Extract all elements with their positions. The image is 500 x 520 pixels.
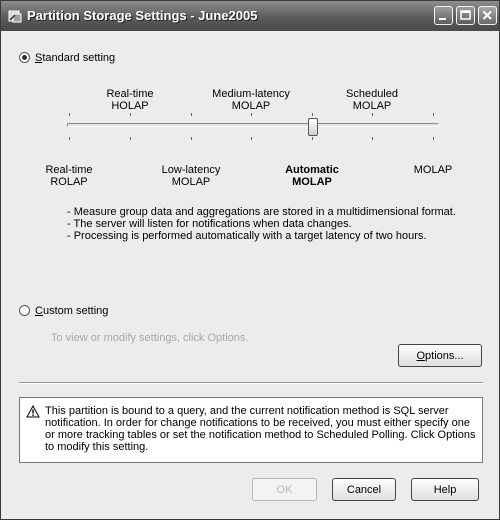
- slider-tick: [130, 113, 131, 116]
- slider-track[interactable]: [67, 123, 439, 127]
- slider-tick: [312, 137, 313, 140]
- slider-label-low-latency-molap: Low-latency MOLAP: [161, 164, 221, 188]
- maximize-button[interactable]: [456, 6, 475, 25]
- minimize-icon: [437, 9, 450, 22]
- notification-warning-box: [19, 397, 483, 463]
- slider-tick: [69, 137, 70, 140]
- standard-setting-radio[interactable]: [19, 52, 30, 63]
- radio-selected-dot: [22, 55, 27, 60]
- ok-button[interactable]: OK: [252, 478, 317, 501]
- close-button[interactable]: [478, 6, 497, 25]
- slider-tick: [130, 137, 131, 140]
- slider-label-scheduled-molap: Scheduled MOLAP: [346, 88, 398, 112]
- slider-tick: [191, 113, 192, 116]
- setting-description: [67, 206, 456, 242]
- help-button[interactable]: Help: [411, 478, 479, 501]
- slider-tick: [312, 113, 313, 116]
- slider-label-realtime-rolap: Real-time ROLAP: [45, 164, 93, 188]
- slider-tick: [69, 113, 70, 116]
- slider-thumb[interactable]: [308, 118, 318, 136]
- warning-icon: [26, 405, 40, 421]
- custom-setting-hint: To view or modify settings, click Options.: [51, 332, 249, 344]
- slider-tick: [433, 137, 434, 140]
- slider-tick: [251, 137, 252, 140]
- slider-tick: [372, 137, 373, 140]
- slider-tick: [433, 113, 434, 116]
- notification-warning-text: This partition is bound to a query, and the current notification method is SQL server notification. In order for change notifications to be received, you must either specify one or more tracking tables or set the notification method to Scheduled Polling. Click Options to modify this setting.: [45, 405, 476, 453]
- description-line: - The server will listen for notifications when data changes.: [67, 218, 352, 230]
- maximize-icon: [459, 9, 472, 22]
- custom-setting-label[interactable]: Custom setting: [35, 305, 109, 317]
- title-bar[interactable]: [1, 1, 499, 31]
- standard-setting-label[interactable]: Standard setting: [35, 52, 116, 64]
- slider-label-medium-latency-molap: Medium-latency MOLAP: [212, 88, 290, 112]
- options-button[interactable]: Options...: [398, 344, 482, 367]
- slider-tick: [191, 137, 192, 140]
- slider-label-automatic-molap: Automatic MOLAP: [285, 164, 339, 188]
- description-line: - Measure group data and aggregations are stored in a multidimensional format.: [67, 206, 456, 218]
- close-icon: [481, 9, 494, 22]
- slider-label-molap: MOLAP: [413, 164, 453, 176]
- description-line: - Processing is performed automatically with a target latency of two hours.: [67, 230, 427, 242]
- separator: [19, 382, 483, 384]
- custom-setting-radio[interactable]: [19, 305, 30, 316]
- window-title: Partition Storage Settings - June2005: [27, 8, 258, 23]
- cancel-button[interactable]: Cancel: [332, 478, 396, 501]
- minimize-button[interactable]: [434, 6, 453, 25]
- partition-app-icon: [7, 8, 23, 24]
- slider-tick: [251, 113, 252, 116]
- slider-label-realtime-holap: Real-time HOLAP: [106, 88, 154, 112]
- slider-tick: [372, 113, 373, 116]
